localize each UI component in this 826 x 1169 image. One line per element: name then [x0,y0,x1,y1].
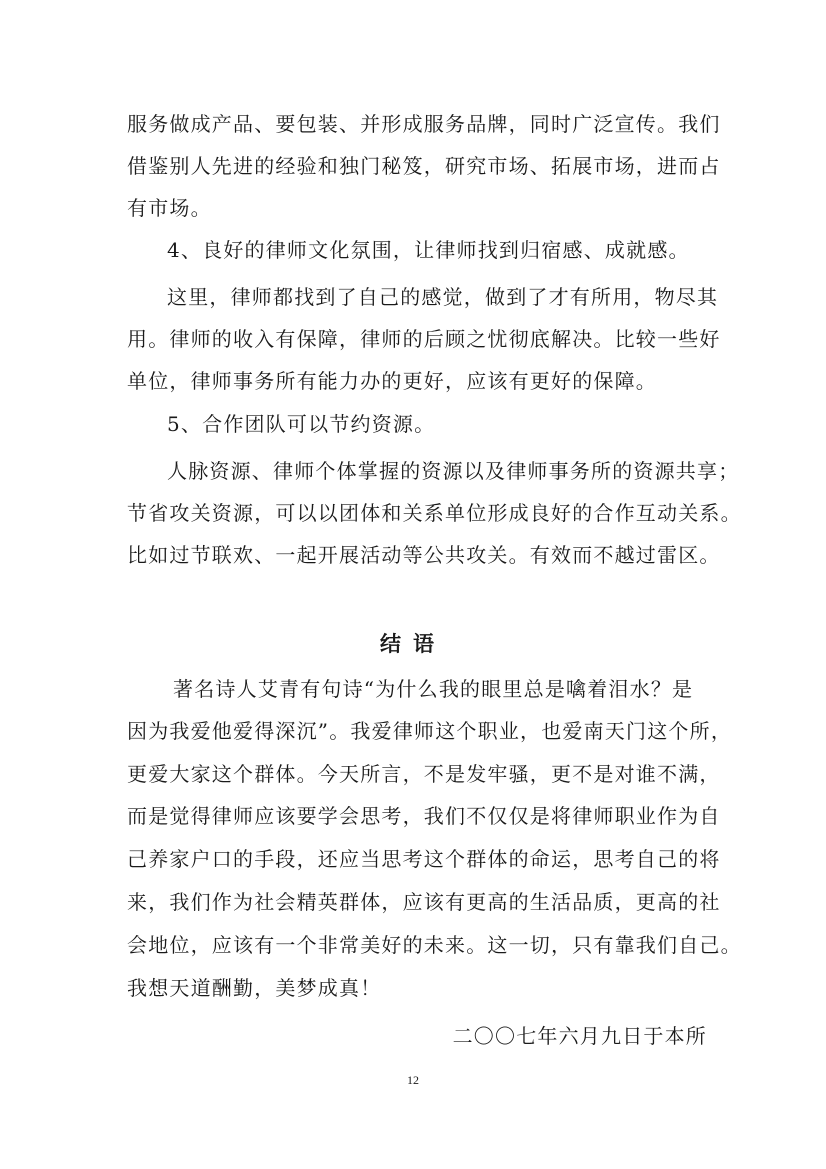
conclusion-line-6: 来，我们作为社会精英群体，应该有更高的生活品质，更高的社 [127,890,721,914]
paragraph-3-line-1: 人脉资源、律师个体掌握的资源以及律师事务所的资源共享； [167,459,740,483]
paragraph-1-line-2: 借鉴别人先进的经验和独门秘笈，研究市场、拓展市场，进而占 [127,154,721,178]
conclusion-line-2: 因为我爱他爱得深沉”。我爱律师这个职业，也爱南天门这个所， [127,719,733,743]
paragraph-1-line-1: 服务做成产品、要包装、并形成服务品牌，同时广泛宣传。我们 [127,112,721,136]
item-4-heading: 4、良好的律师文化氛围，让律师找到归宿感、成就感。 [167,238,690,262]
conclusion-line-5: 己养家户口的手段，还应当思考这个群体的命运，思考自己的将 [127,847,721,871]
paragraph-2-line-2: 用。律师的收入有保障，律师的后顾之忧彻底解决。比较一些好 [127,327,721,351]
item-5-heading: 5、合作团队可以节约资源。 [167,412,436,436]
conclusion-line-1: 著名诗人艾青有句诗“为什么我的眼里总是噙着泪水？是 [173,677,694,701]
conclusion-line-3: 更爱大家这个群体。今天所言，不是发牢骚，更不是对谁不满， [127,762,721,786]
conclusion-line-8: 我想天道酬勤，美梦成真！ [127,976,382,1000]
paragraph-2-line-1: 这里，律师都找到了自己的感觉，做到了才有所用，物尽其 [167,285,719,309]
paragraph-2-line-3: 单位，律师事务所有能力办的更好，应该有更好的保障。 [127,369,657,393]
conclusion-title: 结语 [380,631,446,656]
date-signature: 二〇〇七年六月九日于本所 [452,1024,707,1048]
paragraph-3-line-2: 节省攻关资源，可以以团体和关系单位形成良好的合作互动关系。 [127,501,742,525]
paragraph-3-line-3: 比如过节联欢、一起开展活动等公共攻关。有效而不越过雷区。 [127,543,721,567]
conclusion-line-4: 而是觉得律师应该要学会思考，我们不仅仅是将律师职业作为自 [127,804,721,828]
paragraph-1-line-3: 有市场。 [127,196,212,220]
conclusion-line-7: 会地位，应该有一个非常美好的未来。这一切，只有靠我们自己。 [127,933,742,957]
page-number: 12 [407,1073,419,1087]
